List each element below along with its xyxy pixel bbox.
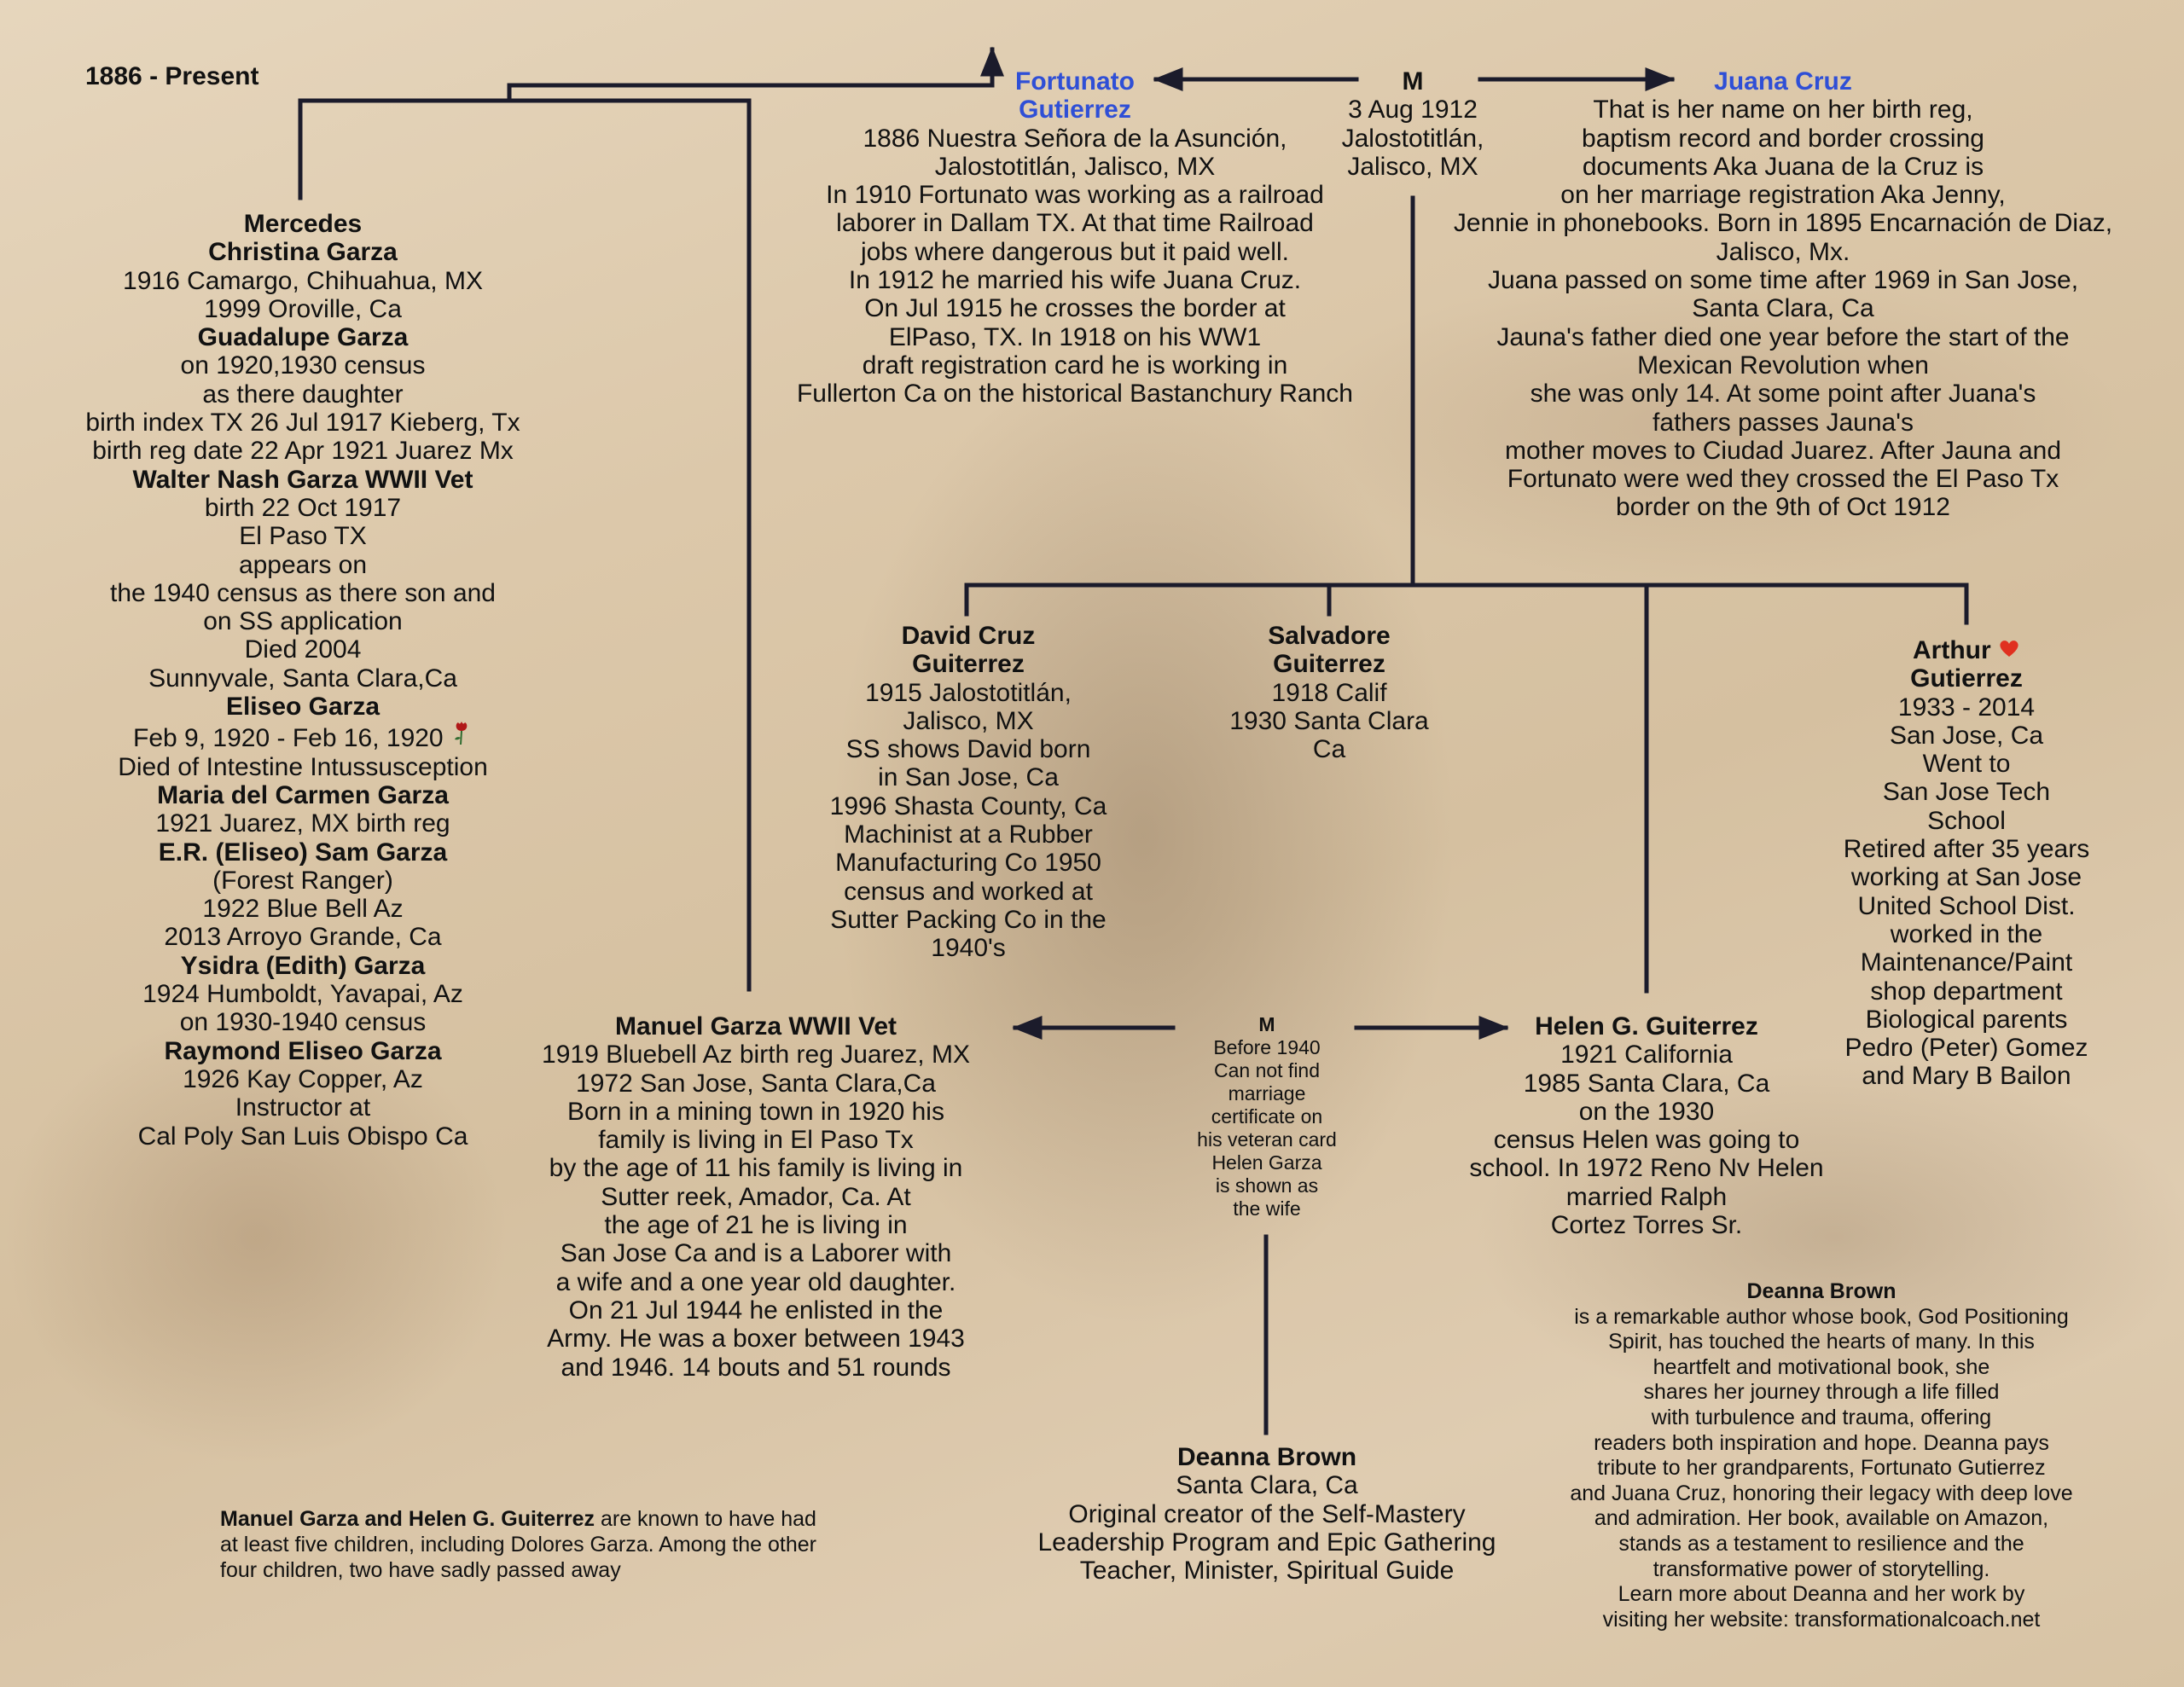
juana-line: Jauna's father died one year before the start of the <box>1496 322 2070 351</box>
helen-line: on the 1930 <box>1578 1097 1715 1126</box>
deanna-bio-line: transformative power of storytelling. <box>1653 1557 1990 1581</box>
deanna-bio-line: is a remarkable author whose book, God Positioning <box>1574 1304 2069 1329</box>
garza-line: E.R. (Eliseo) Sam Garza <box>158 838 448 867</box>
fortunato-line: 1886 Nuestra Señora de la Asunción, <box>863 124 1287 153</box>
page-title: 1886 - Present <box>85 62 259 90</box>
helen-line: 1985 Santa Clara, Ca <box>1523 1069 1770 1098</box>
juana-line: mother moves to Ciudad Juarez. After Jauna and <box>1504 436 2062 465</box>
arthur-line: Went to <box>1922 750 2011 779</box>
arthur-line: and Mary B Bailon <box>1862 1062 2071 1091</box>
arthur-line: worked in the <box>1890 919 2043 948</box>
garza-line: appears on <box>238 550 368 579</box>
salvadore-name-last: Guiterrez <box>1273 650 1385 679</box>
deanna-line: Leadership Program and Epic Gathering <box>1037 1528 1496 1557</box>
david-line: Sutter Packing Co in the <box>830 905 1107 934</box>
garza-line-text: Feb 9, 1920 - Feb 16, 1920 <box>133 724 444 753</box>
marriage-bottom-line: his veteran card <box>1197 1128 1337 1151</box>
salvadore-line: 1918 Calif <box>1271 678 1387 707</box>
fortunato-line: On Jul 1915 he crosses the border at <box>864 294 1286 323</box>
garza-line: birth 22 Oct 1917 <box>204 493 402 522</box>
fortunato-line: Jalostotitlán, Jalisco, MX <box>934 152 1216 181</box>
fortunato-name-first: Fortunato <box>1015 67 1135 96</box>
garza-line: Eliseo Garza <box>225 693 380 722</box>
garza-line: Raymond Eliseo Garza <box>164 1036 442 1065</box>
david-name-first: David Cruz <box>901 622 1036 650</box>
deanna-bio-block <box>1519 1279 2124 1632</box>
garza-line: Sunnyvale, Santa Clara,Ca <box>148 664 457 693</box>
fortunato-block <box>751 67 1399 409</box>
heart-icon <box>1998 636 2020 664</box>
david-block <box>785 622 1152 963</box>
garza-line: 1921 Juarez, MX birth reg <box>155 809 450 838</box>
marriage-top-line: 3 Aug 1912 <box>1348 96 1478 125</box>
children-note-line: at least five children, including Dolores Garza. Among the other <box>220 1533 816 1557</box>
salvadore-line: Ca <box>1312 735 1346 764</box>
marriage-top-line: Jalostotitlán, <box>1341 124 1484 153</box>
helen-line: Cortez Torres Sr. <box>1550 1211 1743 1240</box>
children-note-couple: Manuel Garza and Helen G. Guiterrez <box>220 1507 595 1531</box>
manuel-line: a wife and a one year old daughter. <box>555 1267 956 1296</box>
manuel-line: by the age of 11 his family is living in <box>549 1154 963 1183</box>
deanna-block <box>1007 1443 1527 1585</box>
juana-line: documents Aka Juana de la Cruz is <box>1582 152 1984 181</box>
deanna-name: Deanna Brown <box>1176 1443 1357 1471</box>
david-line: SS shows David born <box>845 735 1091 764</box>
arthur-line: San Jose, Ca <box>1889 721 2044 750</box>
deanna-bio-line: readers both inspiration and hope. Deanna pays <box>1594 1430 2049 1455</box>
garza-line: 2013 Arroyo Grande, Ca <box>164 923 442 952</box>
manuel-line: the age of 21 he is living in <box>604 1211 908 1240</box>
david-line: Manufacturing Co 1950 <box>835 849 1101 878</box>
marriage-bottom-line: Can not find <box>1213 1059 1321 1081</box>
garza-line: Cal Poly San Luis Obispo Ca <box>137 1122 468 1151</box>
juana-line: on her marriage registration Aka Jenny, <box>1560 181 2006 210</box>
garza-line: Died 2004 <box>244 635 362 664</box>
helen-name: Helen G. Guiterrez <box>1535 1012 1758 1041</box>
garza-family-block <box>34 210 572 1151</box>
garza-line: Ysidra (Edith) Garza <box>180 951 426 980</box>
garza-line: Christina Garza <box>208 238 398 267</box>
juana-line: Jalisco, Mx. <box>1716 237 1850 266</box>
marriage-bottom-line: marriage <box>1228 1082 1306 1104</box>
david-line: in San Jose, Ca <box>878 763 1059 792</box>
manuel-line: 1972 San Jose, Santa Clara,Ca <box>576 1069 936 1098</box>
fortunato-line: ElPaso, TX. In 1918 on his WW1 <box>888 322 1262 351</box>
children-note-line <box>220 1506 954 1532</box>
fortunato-line: laborer in Dallam TX. At that time Railroad <box>836 209 1314 238</box>
manuel-line: San Jose Ca and is a Laborer with <box>560 1239 952 1268</box>
manuel-line: 1919 Bluebell Az birth reg Juarez, MX <box>542 1041 970 1070</box>
garza-line: 1916 Camargo, Chihuahua, MX <box>123 266 483 295</box>
arthur-line: United School Dist. <box>1857 891 2076 920</box>
manuel-line: Born in a mining town in 1920 his <box>567 1097 944 1126</box>
fortunato-name-last: Gutierrez <box>1019 96 1131 125</box>
deanna-line: Teacher, Minister, Spiritual Guide <box>1079 1557 1455 1586</box>
juana-line: baptism record and border crossing <box>1582 124 1984 153</box>
salvadore-block <box>1186 622 1472 763</box>
arthur-line: Biological parents <box>1865 1005 2068 1034</box>
deanna-line: Santa Clara, Ca <box>1176 1471 1358 1500</box>
garza-line: 1924 Humboldt, Yavapai, Az <box>142 980 463 1009</box>
deanna-line: Original creator of the Self-Mastery <box>1068 1499 1466 1528</box>
garza-line: 1922 Blue Bell Az <box>202 895 404 924</box>
david-line: 1996 Shasta County, Ca <box>829 791 1107 820</box>
marriage-bottom-line: Before 1940 <box>1213 1036 1321 1058</box>
manuel-line: Sutter reek, Amador, Ca. At <box>601 1182 911 1211</box>
helen-line: 1921 California <box>1560 1041 1733 1070</box>
david-name-last: Guiterrez <box>912 650 1025 679</box>
arthur-line: Maintenance/Paint <box>1860 948 2073 977</box>
fortunato-line: Fullerton Ca on the historical Bastanchury Ranch <box>796 380 1353 409</box>
arthur-line: shop department <box>1870 977 2063 1006</box>
children-note-block <box>220 1506 954 1583</box>
arthur-name-row <box>1800 636 2133 664</box>
juana-line: That is her name on her birth reg, <box>1593 96 1973 125</box>
fortunato-line: In 1910 Fortunato was working as a railroad <box>826 181 1324 210</box>
juana-line: Mexican Revolution when <box>1637 351 1929 380</box>
arthur-line: 1933 - 2014 <box>1897 693 2036 722</box>
garza-line-with-icon <box>34 721 572 752</box>
helen-line: census Helen was going to <box>1493 1126 1800 1155</box>
fortunato-line: In 1912 he married his wife Juana Cruz. <box>848 266 1302 295</box>
garza-line: Mercedes <box>243 210 363 238</box>
david-line: census and worked at <box>844 877 1093 906</box>
marriage-top-line: Jalisco, MX <box>1347 152 1478 181</box>
juana-line: Juana passed on some time after 1969 in San Jose, <box>1487 266 2079 295</box>
david-line: Machinist at a Rubber <box>844 820 1093 849</box>
juana-line: Fortunato were wed they crossed the El Paso Tx <box>1507 465 2059 494</box>
marriage-bottom-line: is shown as <box>1215 1174 1319 1197</box>
children-note-line: four children, two have sadly passed away <box>220 1558 621 1582</box>
garza-line: the 1940 census as there son and <box>110 578 496 607</box>
marriage-bottom-line: the wife <box>1233 1197 1301 1220</box>
helen-block <box>1433 1012 1860 1239</box>
garza-line: as there daughter <box>202 380 404 409</box>
fortunato-line: jobs where dangerous but it paid well. <box>861 237 1289 266</box>
marriage-bottom-block <box>1177 1013 1356 1220</box>
deanna-bio-line: with turbulence and trauma, offering <box>1651 1405 1992 1429</box>
arthur-line: San Jose Tech <box>1882 778 2051 807</box>
manuel-line: On 21 Jul 1944 he enlisted in the <box>568 1296 944 1325</box>
garza-line: (Forest Ranger) <box>212 866 393 895</box>
garza-line: birth reg date 22 Apr 1921 Juarez Mx <box>92 437 514 466</box>
david-line: Jalisco, MX <box>903 706 1034 735</box>
deanna-bio-line: visiting her website: transformationalcoach.net <box>1602 1607 2041 1632</box>
juana-line: Santa Clara, Ca <box>1692 294 1874 323</box>
juana-block <box>1416 67 2150 522</box>
salvadore-line: 1930 Santa Clara <box>1229 706 1429 735</box>
garza-line: Guadalupe Garza <box>197 323 409 352</box>
children-note-text: are known to have had <box>595 1507 816 1531</box>
deanna-bio-line: heartfelt and motivational book, she <box>1653 1354 1990 1379</box>
garza-line: 1999 Oroville, Ca <box>204 294 402 323</box>
garza-line: on 1930-1940 census <box>179 1008 427 1037</box>
arthur-line: working at San Jose <box>1850 863 2082 892</box>
manuel-line: family is living in El Paso Tx <box>598 1126 914 1155</box>
arthur-line: Retired after 35 years <box>1843 835 2090 864</box>
garza-line: El Paso TX <box>239 522 367 551</box>
juana-line: Jennie in phonebooks. Born in 1895 Encarnación de Diaz, <box>1453 209 2113 238</box>
arthur-name-last: Gutierrez <box>1910 664 2023 693</box>
helen-line: married Ralph <box>1565 1182 1728 1211</box>
marriage-bottom-label: M <box>1258 1013 1275 1035</box>
manuel-line: Army. He was a boxer between 1943 <box>547 1325 965 1354</box>
fortunato-line: draft registration card he is working in <box>862 351 1288 380</box>
deanna-bio-line: stands as a testament to resilience and the <box>1618 1531 2024 1556</box>
juana-line: she was only 14. At some point after Juana's <box>1530 380 2036 409</box>
marriage-top-label: M <box>1402 67 1424 96</box>
rose-icon <box>450 721 473 752</box>
garza-line: Maria del Carmen Garza <box>157 780 449 809</box>
deanna-bio-line: Learn more about Deanna and her work by <box>1618 1582 2025 1607</box>
juana-line: fathers passes Jauna's <box>1653 408 1914 437</box>
garza-line: Instructor at <box>235 1093 371 1122</box>
david-line: 1915 Jalostotitlán, <box>865 678 1072 707</box>
deanna-bio-line: tribute to her grandparents, Fortunato Gutierrez <box>1597 1456 2046 1481</box>
deanna-bio-line: Spirit, has touched the hearts of many. In this <box>1608 1330 2035 1354</box>
garza-line: Walter Nash Garza WWII Vet <box>132 465 473 494</box>
salvadore-name-first: Salvadore <box>1268 622 1391 650</box>
david-line: 1940's <box>931 934 1006 963</box>
manuel-name: Manuel Garza WWII Vet <box>614 1012 897 1041</box>
helen-line: school. In 1972 Reno Nv Helen <box>1469 1154 1824 1183</box>
manuel-block <box>508 1012 1003 1382</box>
garza-line: on 1920,1930 census <box>180 351 426 380</box>
marriage-bottom-line: Helen Garza <box>1211 1151 1322 1174</box>
arthur-name-first: Arthur <box>1913 636 1991 664</box>
garza-line: on SS application <box>203 607 403 636</box>
arthur-line: School <box>1927 806 2006 835</box>
garza-line: birth index TX 26 Jul 1917 Kieberg, Tx <box>85 409 520 438</box>
arthur-line: Pedro (Peter) Gomez <box>1844 1034 2088 1063</box>
deanna-bio-line: and Juana Cruz, honoring their legacy with deep love <box>1570 1481 2073 1505</box>
juana-name: Juana Cruz <box>1714 67 1852 96</box>
garza-line: 1926 Kay Copper, Az <box>183 1064 423 1093</box>
deanna-bio-line: and admiration. Her book, available on Amazon, <box>1594 1506 2049 1531</box>
deanna-bio-name: Deanna Brown <box>1746 1279 1896 1303</box>
juana-line: border on the 9th of Oct 1912 <box>1616 493 1950 522</box>
marriage-bottom-line: certificate on <box>1211 1105 1323 1128</box>
garza-line: Died of Intestine Intussusception <box>118 752 488 781</box>
manuel-line: and 1946. 14 bouts and 51 rounds <box>561 1353 951 1382</box>
deanna-bio-line: shares her journey through a life filled <box>1643 1380 2000 1405</box>
